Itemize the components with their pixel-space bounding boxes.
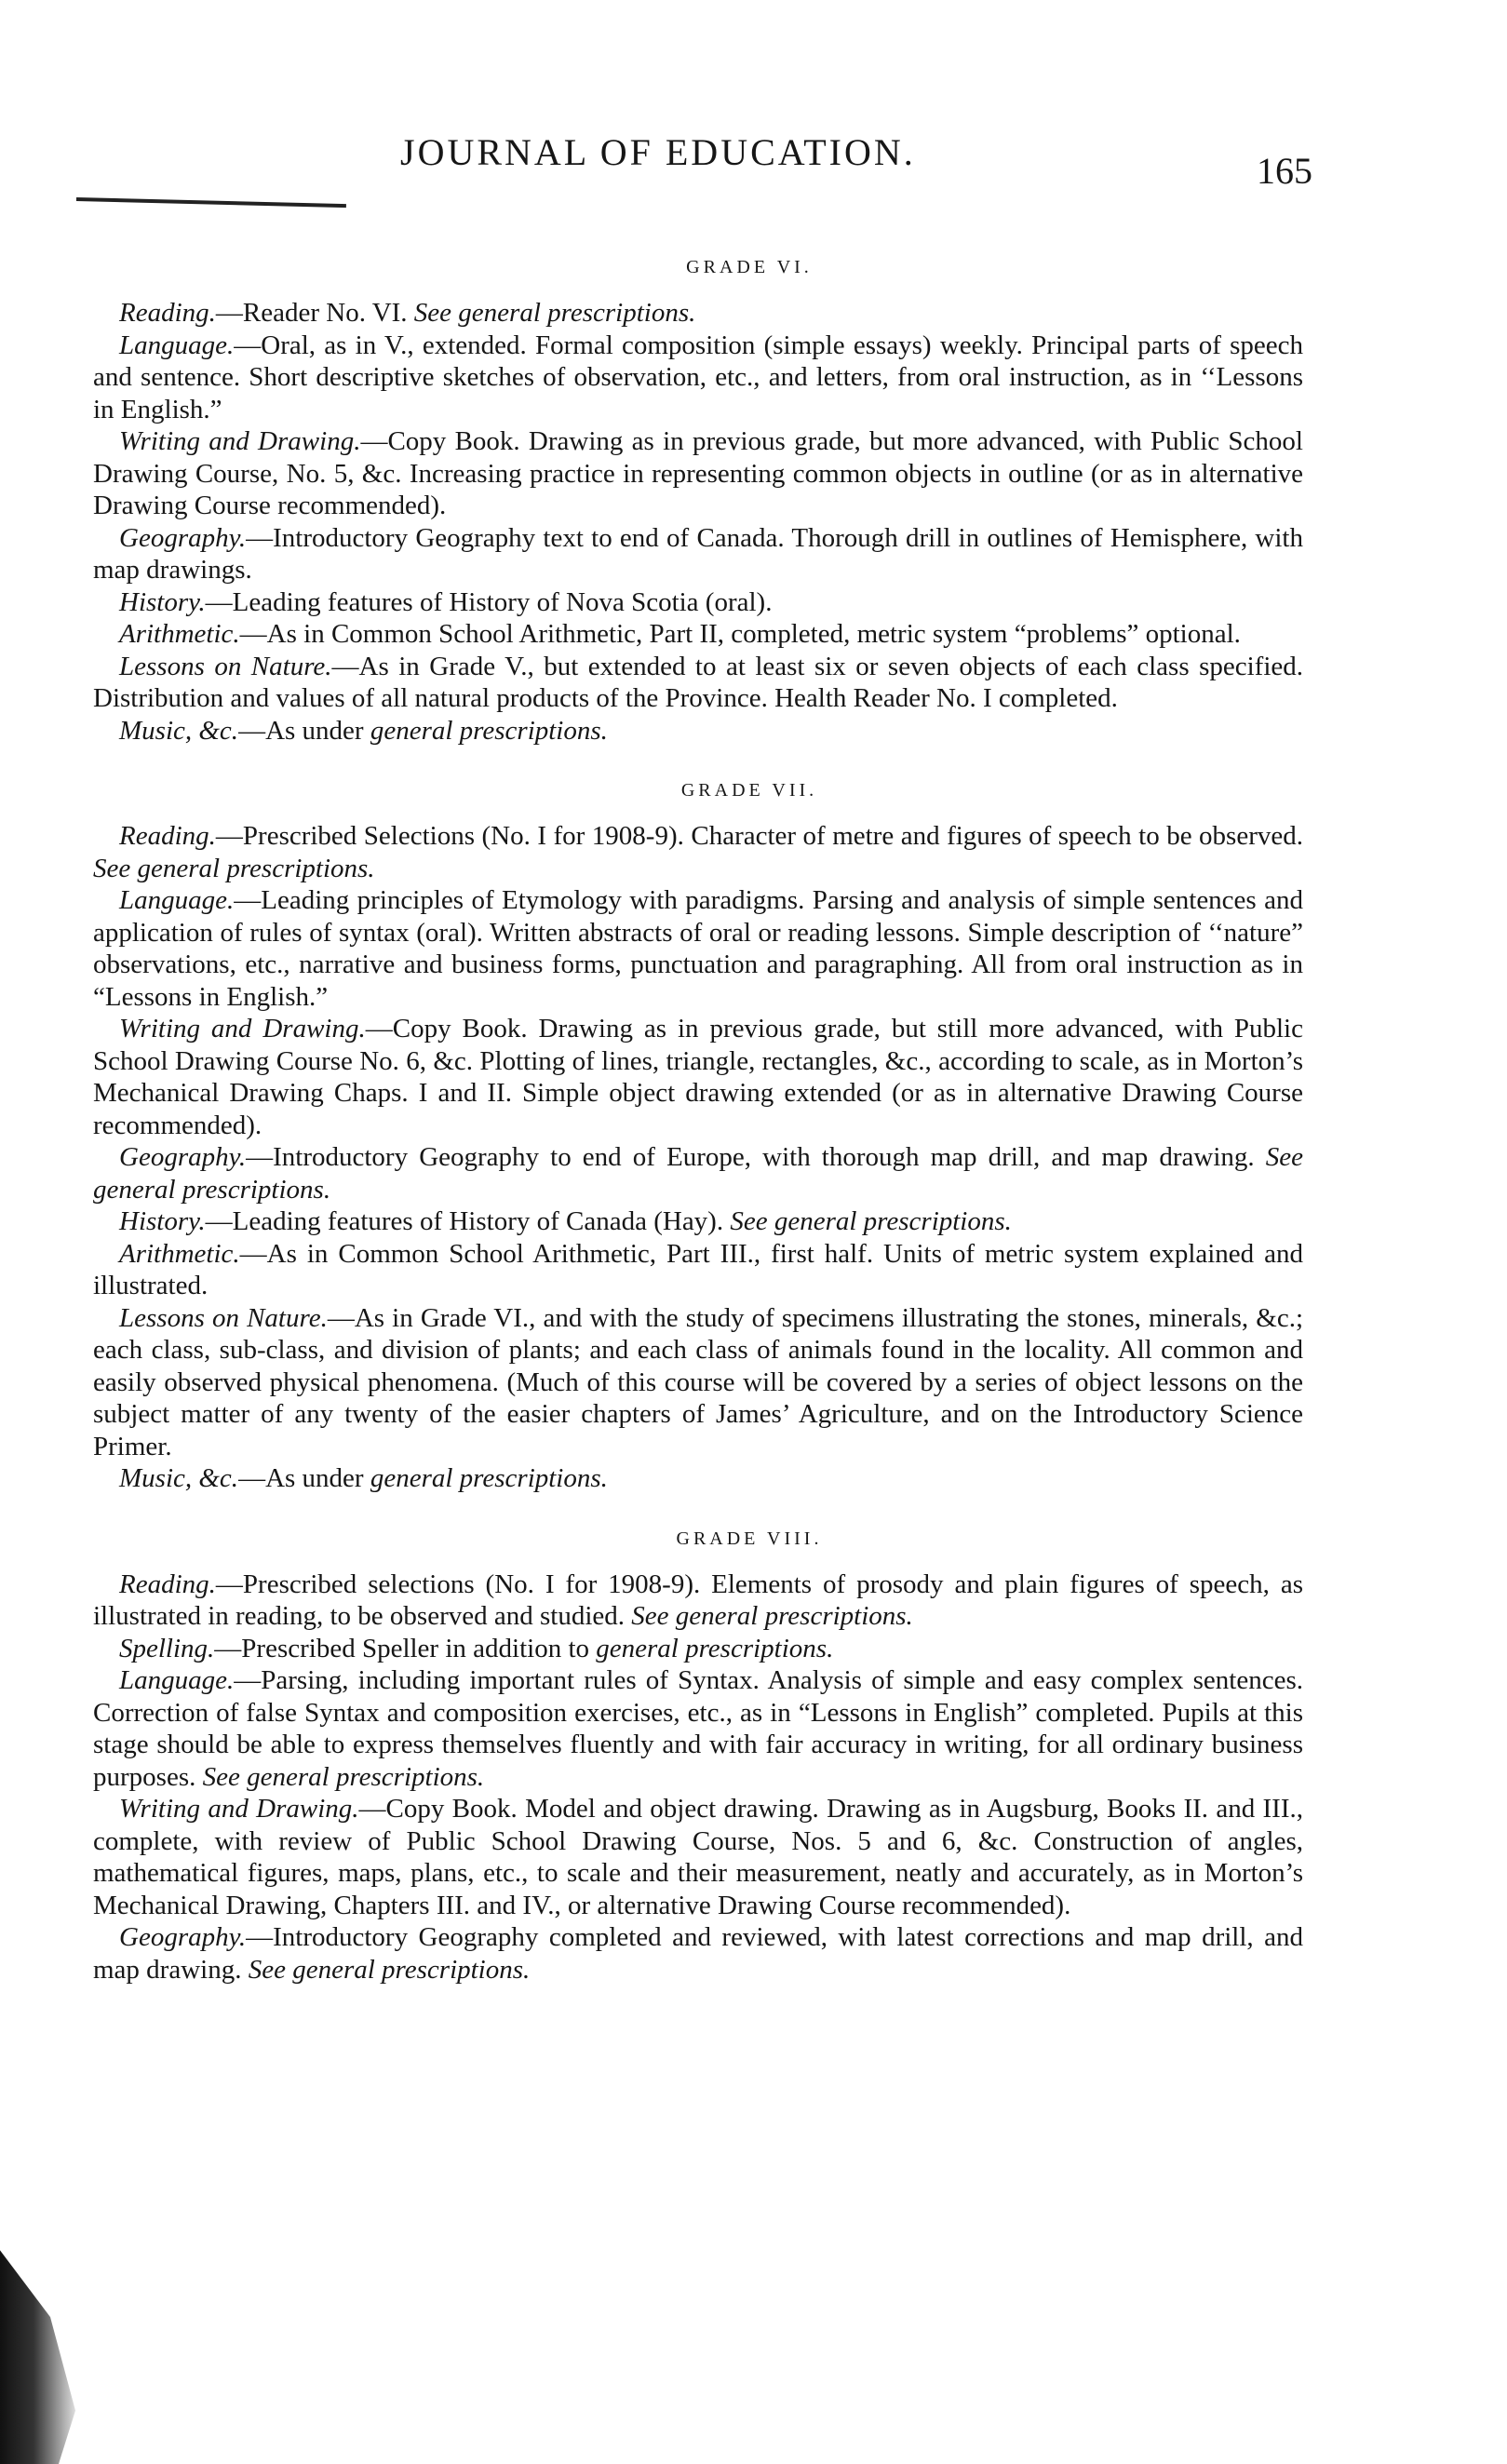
subject-entry	[93, 1462, 1303, 1495]
subject-entry	[93, 1302, 1303, 1463]
ink-smudge	[0, 2197, 84, 2464]
grades-container	[93, 257, 1303, 1986]
subject-heading: Lessons on Nature.	[119, 1302, 328, 1333]
subject-heading: Arithmetic.	[119, 1238, 240, 1269]
subject-heading: Language.	[119, 1665, 235, 1695]
subject-text: —Prescribed Selections (No. I for 1908-9). Character of metre and figures of speech to be observed.	[215, 821, 1303, 851]
subject-text: —Reader No. VI.	[215, 298, 414, 328]
subject-heading: Music, &c.	[119, 715, 239, 746]
grade-section	[93, 257, 1303, 747]
subject-entry	[93, 884, 1303, 1013]
prescription-note: general prescriptions.	[370, 715, 608, 746]
subject-heading: Arithmetic.	[119, 619, 240, 649]
subject-heading: Reading.	[119, 821, 216, 851]
subject-heading: Language.	[119, 330, 235, 360]
subject-heading: Geography.	[119, 1922, 247, 1952]
subject-text: —Leading features of History of Nova Scotia (oral).	[205, 586, 773, 617]
grade-heading: GRADE VII.	[680, 780, 818, 801]
subject-entry	[93, 1141, 1303, 1205]
header-rule	[76, 197, 346, 208]
subject-heading: History.	[119, 586, 206, 617]
subject-entry	[93, 522, 1303, 586]
subject-text: —Prescribed selections (No. I for 1908-9). Elements of prosody and plain figures of speech, as illustrated in reading, to be observed and studied.	[93, 1569, 1303, 1631]
subject-text: —As in Grade VI., and with the study of specimens illustrating the stones, minerals, &c.; each class, sub-class, and division of plants; and each class of animals found in the locality. All common and easily observed physical phenomena. (Much of this course will be covered by a series of object lessons on the subject matter of any twenty of the easier chapters of James’ Agriculture, and on the Introductory Science Primer.	[93, 1302, 1303, 1461]
subject-entry	[93, 618, 1303, 651]
grade-heading: GRADE VIII.	[676, 1528, 823, 1549]
prescription-note: See general prescriptions.	[202, 1761, 485, 1792]
subject-text: —As under	[238, 715, 370, 746]
subject-heading: Writing and Drawing.	[119, 1014, 366, 1043]
subject-entry	[93, 1013, 1303, 1141]
subject-entry	[93, 1921, 1303, 1986]
prescription-note: See general prescriptions.	[93, 1142, 1303, 1205]
subject-entry	[93, 425, 1303, 522]
subject-heading: Reading.	[119, 298, 216, 328]
page-number: 165	[1257, 150, 1312, 192]
subject-heading: Writing and Drawing.	[119, 1794, 359, 1824]
prescription-note: See general prescriptions.	[248, 1954, 531, 1985]
prescription-note: general prescriptions.	[596, 1633, 834, 1663]
prescription-note: See general prescriptions.	[413, 298, 696, 328]
subject-text: —Leading features of History of Canada (Hay).	[205, 1206, 731, 1236]
page-header	[93, 130, 1312, 205]
subject-text: —As in Grade V., but extended to at least six or seven objects of each class specified. Distribution and values of all natural products of the Province. Health Reader No. I completed.	[93, 651, 1304, 713]
subject-heading: Music, &c.	[119, 1463, 239, 1493]
grade-section	[93, 780, 1303, 1495]
subject-heading: Lessons on Nature.	[119, 651, 332, 681]
subject-text: —Introductory Geography text to end of Canada. Thorough drill in outlines of Hemisphere, with map drawings.	[93, 522, 1303, 585]
journal-title: JOURNAL OF EDUCATION.	[400, 131, 916, 173]
subject-text: —Copy Book. Model and object drawing. Drawing as in Augsburg, Books II. and III., complete, with review of Public School Drawing Course, Nos. 5 and 6, &c. Construction of angles, mathematical figures, maps, plans, etc., to scale and their measurement, neatly and accurately, as in Morton’s Mechanical Drawing, Chapters III. and IV., or alternative Drawing Course recommended).	[93, 1794, 1303, 1920]
prescription-note: See general prescriptions.	[631, 1601, 913, 1631]
subject-text: —Parsing, including important rules of Syntax. Analysis of simple and easy complex sentences. Correction of false Syntax and composition exercises, etc., as in “Lessons in English” completed. Pupils at this stage should be able to express themselves fluently and with fair accuracy in writing, for all ordinary business purposes.	[93, 1665, 1303, 1792]
subject-heading: Spelling.	[119, 1633, 215, 1663]
subject-entry	[93, 586, 1303, 619]
prescription-note: general prescriptions.	[370, 1463, 608, 1493]
subject-entry	[93, 715, 1303, 747]
subject-heading: Reading.	[119, 1569, 216, 1599]
subject-heading: Language.	[119, 885, 235, 915]
subject-entry	[93, 651, 1303, 715]
subject-text: —As in Common School Arithmetic, Part III., first half. Units of metric system explained and illustrated.	[93, 1238, 1303, 1300]
grade-heading: GRADE VI.	[686, 257, 813, 277]
subject-text: —Copy Book. Drawing as in previous grade, but more advanced, with Public School Drawing Course, No. 5, &c. Increasing practice in representing common objects in outline (or as in alternative Drawing Course recommended).	[93, 426, 1303, 520]
subject-heading: Geography.	[119, 1142, 247, 1172]
subject-entry	[93, 820, 1303, 884]
subject-entry	[93, 330, 1303, 426]
subject-entry	[93, 1205, 1303, 1238]
subject-text: —Copy Book. Drawing as in previous grade, but still more advanced, with Public School Drawing Course No. 6, &c. Plotting of lines, triangle, rectangles, &c., according to scale, as in Morton’s Mechanical Drawing Chaps. I and II. Simple object drawing extended (or as in alternative Drawing Course recommended).	[93, 1014, 1303, 1140]
subject-entry	[93, 1238, 1303, 1302]
page	[93, 130, 1312, 1986]
prescription-note: See general prescriptions.	[730, 1206, 1012, 1236]
subject-entry	[93, 1569, 1303, 1633]
subject-heading: History.	[119, 1206, 206, 1236]
subject-text: —As under	[238, 1463, 370, 1493]
subject-text: —Introductory Geography completed and reviewed, with latest corrections and map drill, and map drawing.	[93, 1922, 1303, 1985]
subject-entry	[93, 297, 1303, 330]
prescription-note: See general prescriptions.	[93, 853, 375, 883]
subject-entry	[93, 1793, 1303, 1921]
subject-text: —Leading principles of Etymology with paradigms. Parsing and analysis of simple sentences and application of rules of syntax (oral). Written abstracts of oral or reading lessons. Simple description of ‘‘nature” observations, etc., narrative and business forms, punctuation and paragraphing. All from oral instruction as in “Lessons in English.”	[93, 885, 1303, 1012]
subject-text: —As in Common School Arithmetic, Part II, completed, metric system “problems” optional.	[239, 619, 1241, 649]
subject-heading: Writing and Drawing.	[119, 426, 361, 456]
subject-heading: Geography.	[119, 522, 247, 553]
subject-text: —Prescribed Speller in addition to	[214, 1633, 597, 1663]
subject-entry	[93, 1664, 1303, 1793]
subject-text: —Introductory Geography to end of Europe, with thorough map drill, and map drawing.	[246, 1142, 1266, 1172]
grade-section	[93, 1528, 1303, 1986]
subject-text: —Oral, as in V., extended. Formal composition (simple essays) weekly. Principal parts of speech and sentence. Short descriptive sketches of observation, etc., and letters, from oral instruction, as in ‘‘Lessons in English.”	[93, 330, 1303, 424]
subject-entry	[93, 1633, 1303, 1665]
